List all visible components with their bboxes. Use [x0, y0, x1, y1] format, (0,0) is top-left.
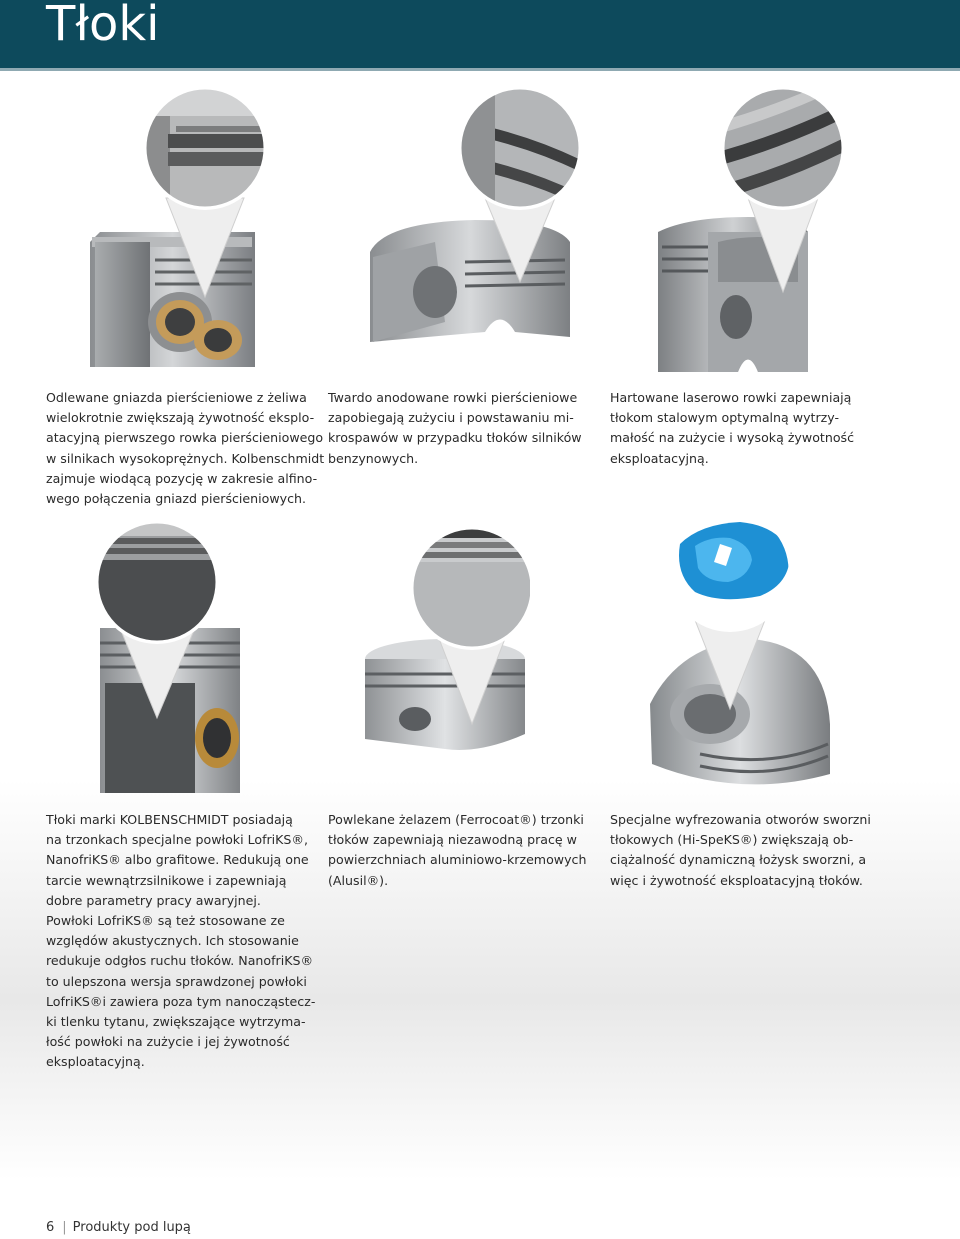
- coated-skirt-piston-icon: [95, 518, 245, 798]
- caption-anodized-grooves: Twardo anodowane rowki pierścieniowe zapobiegają zużyciu i powstawaniu mi- krospawów w przypadku tłoków silników benzynowych.: [328, 390, 582, 466]
- caption-ring-carrier: Odlewane gniazda pierścieniowe z żeliwa wielokrotnie zwiększają żywotność eksplo- atacyjną pierwszego rowka pierścieniowego w silnikach wysokoprężnych. Kolbenschmidt zajmuje wiodącą pozycję w zakresie alfino- wego połączenia gniazd pierścieniowych.: [46, 390, 325, 507]
- page-footer: 6 | Produkty pod lupą: [46, 1220, 191, 1235]
- laser-hardened-steel-piston-icon: [648, 82, 858, 382]
- caption-pin-bore: Specjalne wyfrezowania otworów sworzni tłokowych (Hi-SpeKS®) zwiększają ob- ciążalność dynamiczną łożysk sworzni, a więc i żywotność eksploatacyjną tłoków.: [610, 812, 871, 888]
- caption-ferrocoat: Powlekane żelazem (Ferrocoat®) trzonki tłoków zapewniają niezawodną pracę w powierzchniach aluminiowo-krzemowych (Alusil®).: [328, 812, 587, 888]
- page-number: 6: [46, 1220, 55, 1235]
- cast-iron-ring-carrier-piston-icon: [80, 82, 270, 382]
- pin-bore-piston-icon: [640, 504, 840, 804]
- ferrocoat-piston-icon: [360, 524, 530, 784]
- page-title: Tłoki: [46, 0, 160, 52]
- caption-laser-hardened: Hartowane laserowo rowki zapewniają tłokom stalowym optymalną wytrzy- małość na zużycie i wysoką żywotność eksploatacyjną.: [610, 390, 855, 466]
- caption-skirt-coatings: Tłoki marki KOLBENSCHMIDT posiadają na trzonkach specjalne powłoki LofriKS®, NanofriKS® albo grafitowe. Redukują one tarcie wewnątrzsilnikowe i zapewniają dobre parametry pracy awaryjnej. Powłoki LofriKS® są też stosowane ze względów akustycznych. Ich stosowanie redukuje odgłos ruchu tłoków. NanofriKS® to ulepszona wersja sprawdzonej powłoki LofriKS®i zawiera poza tym nanocząstecz- ki tlenku tytanu, zwiększające wytrzyma- łość powłoki na zużycie i jej żywotność eksploatacyjną.: [46, 812, 316, 1070]
- section-name: Produkty pod lupą: [72, 1220, 191, 1235]
- hard-anodized-groove-piston-icon: [365, 82, 585, 382]
- page-header: [0, 0, 960, 71]
